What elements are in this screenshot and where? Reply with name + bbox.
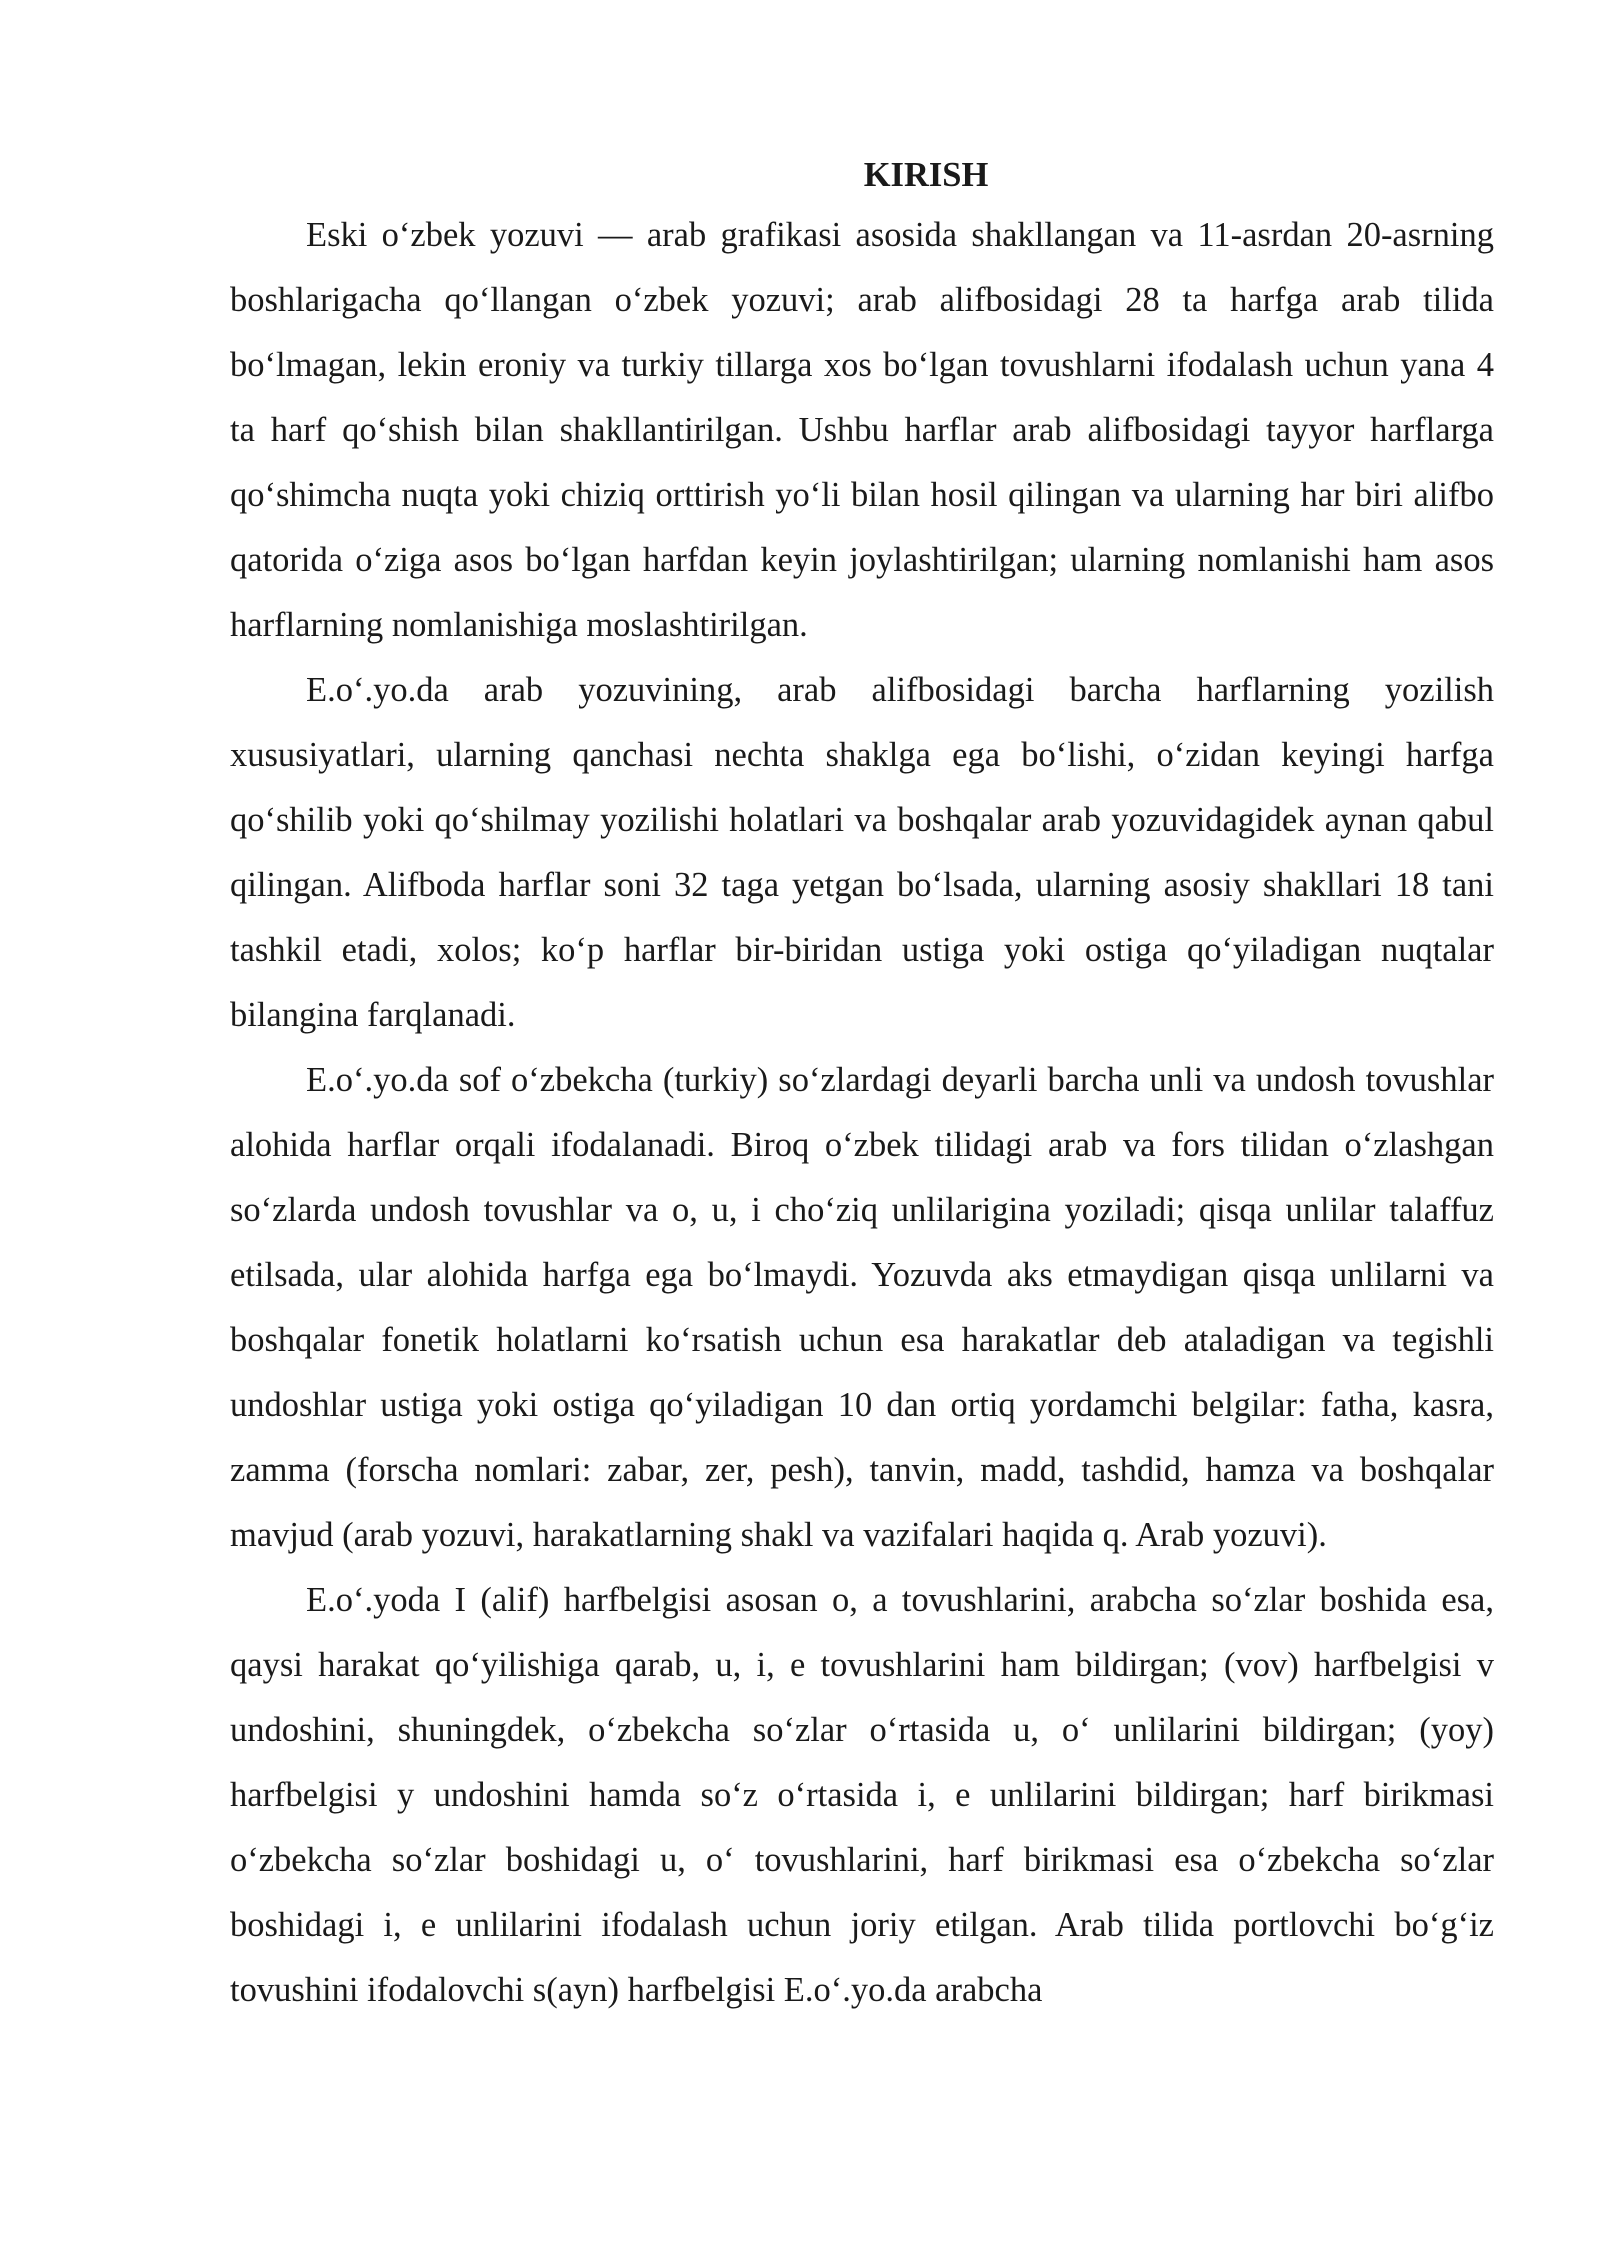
paragraph-4: E.o‘.yoda I (alif) harfbelgisi asosan o, a tovushlarini, arabcha so‘zlar boshida esa, qaysi harakat qo‘yilishiga qarab, u, i, e tovushlarini ham bildirgan; (vov) harfbelgisi v undoshini, shuningdek, o‘zbekcha so‘zlar o‘rtasida u, o‘ unlilarini bildirgan; (yoy) harfbelgisi y undoshini hamda so‘z o‘rtasida i, e unlilarini bildirgan; harf birikmasi o‘zbekcha so‘zlar boshidagi u, o‘ tovushlarini, harf birikmasi esa o‘zbekcha so‘zlar boshidagi i, e unlilarini ifodalash uchun joriy etilgan. Arab tilida portlovchi bo‘g‘iz tovushini ifodalovchi s(ayn) harfbelgisi E.o‘.yo.da arabcha xyxy=(230,1581,1494,2009)
section-heading: KIRISH xyxy=(863,156,989,194)
paragraph-2: E.o‘.yo.da arab yozuvining, arab alifbosidagi barcha harflarning yozilish xususiyatlari, ularning qanchasi nechta shaklga ega bo‘lishi, o‘zidan keyingi harfga qo‘shilib yoki qo‘shilmay yozilishi holatlari va boshqalar arab yozuvidagidek aynan qabul qilingan. Alifboda harflar soni 32 taga yetgan bo‘lsada, ularning asosiy shakllari 18 tani tashkil etadi, xolos; ko‘p harflar bir-biridan ustiga yoki ostiga qo‘yiladigan nuqtalar bilangina farqlanadi. xyxy=(230,671,1494,1034)
paragraph-1: Eski o‘zbek yozuvi — arab grafikasi asosida shakllangan va 11-asrdan 20-asrning boshlarigacha qo‘llangan o‘zbek yozuvi; arab alifbosidagi 28 ta harfga arab tilida bo‘lmagan, lekin eroniy va turkiy tillarga xos bo‘lgan tovushlarni ifodalash uchun yana 4 ta harf qo‘shish bilan shakllantirilgan. Ushbu harflar arab alifbosidagi tayyor harflarga qo‘shimcha nuqta yoki chiziq orttirish yo‘li bilan hosil qilingan va ularning har biri alifbo qatorida o‘ziga asos bo‘lgan harfdan keyin joylashtirilgan; ularning nomlanishi ham asos harflarning nomlanishiga moslashtirilgan. xyxy=(230,216,1494,644)
document-body xyxy=(230,150,1494,2023)
paragraph-3: E.o‘.yo.da sof o‘zbekcha (turkiy) so‘zlardagi deyarli barcha unli va undosh tovushlar alohida harflar orqali ifodalanadi. Biroq o‘zbek tilidagi arab va fors tilidan o‘zlashgan so‘zlarda undosh tovushlar va o, u, i cho‘ziq unlilarigina yoziladi; qisqa unlilar talaffuz etilsada, ular alohida harfga ega bo‘lmaydi. Yozuvda aks etmaydigan qisqa unlilarni va boshqalar fonetik holatlarni ko‘rsatish uchun esa harakatlar deb ataladigan va tegishli undoshlar ustiga yoki ostiga qo‘yiladigan 10 dan ortiq yordamchi belgilar: fatha, kasra, zamma (forscha nomlari: zabar, zer, pesh), tanvin, madd, tashdid, hamza va boshqalar mavjud (arab yozuvi, harakatlarning shakl va vazifalari haqida q. Arab yozuvi). xyxy=(230,1061,1494,1554)
